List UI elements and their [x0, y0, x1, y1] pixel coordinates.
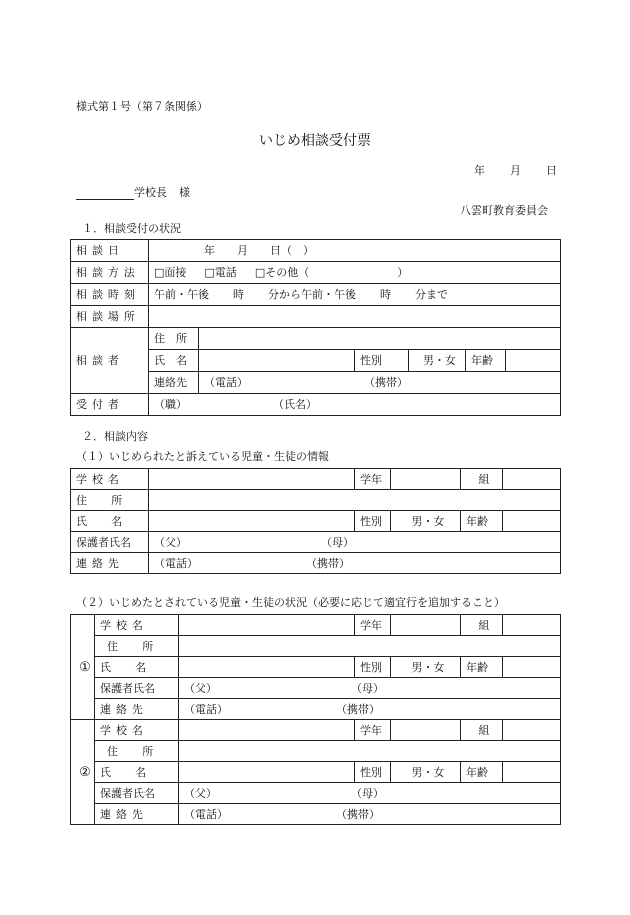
consultation-place-label: 相談場所: [71, 306, 149, 328]
victim-row-name: [71, 511, 561, 532]
perp2-name-field[interactable]: [179, 762, 355, 783]
row-receiver: [71, 394, 561, 416]
perp2-row-guardian: [71, 783, 561, 804]
consulter-contact-label: 連絡先: [149, 372, 199, 394]
row-consultation-date: [71, 240, 561, 262]
victim-guardian-field[interactable]: （父） （母）: [149, 532, 561, 553]
victim-address-label: 住所: [71, 490, 149, 511]
page-title: いじめ相談受付票: [259, 133, 371, 149]
consulter-name-field[interactable]: [199, 350, 355, 372]
victim-grade-field[interactable]: [391, 469, 461, 490]
consulter-address-label: 住 所: [149, 328, 199, 350]
victim-row-contact: [71, 553, 561, 574]
method-other-checkbox[interactable]: □その他（: [254, 266, 310, 279]
consultation-date-label: 相談日: [71, 240, 149, 262]
perp1-marker: ①: [71, 615, 95, 720]
perp1-row-address: [71, 636, 561, 657]
victim-age-label: 年齢: [461, 511, 503, 532]
perp1-age-field[interactable]: [503, 657, 561, 678]
date-year: 年: [474, 164, 485, 177]
consultation-method-options: □面接 □電話 □その他（ ）: [149, 262, 561, 284]
perp1-gender-label: 性別: [355, 657, 391, 678]
victim-name-field[interactable]: [149, 511, 355, 532]
victim-row-guardian: [71, 532, 561, 553]
consulter-name-label: 氏 名: [149, 350, 199, 372]
form-number: 様式第１号（第７条関係）: [76, 100, 208, 113]
perp2-class-label: 組: [461, 720, 503, 741]
addressee: [76, 186, 190, 200]
sub2-heading: （２）いじめたとされている児童・生徒の状況（必要に応じて適宜行を追加すること）: [76, 596, 505, 609]
method-in-person-checkbox[interactable]: □面接: [154, 266, 187, 279]
perp2-row-address: [71, 741, 561, 762]
perp2-gender-label: 性別: [355, 762, 391, 783]
victim-class-label: 組: [461, 469, 503, 490]
victim-age-field[interactable]: [503, 511, 561, 532]
perp2-gender-field[interactable]: 男・女: [391, 762, 461, 783]
perp1-age-label: 年齢: [461, 657, 503, 678]
consultation-place-field[interactable]: [149, 306, 561, 328]
perp1-row-name: [71, 657, 561, 678]
sub1-heading: （１）いじめられたと訴えている児童・生徒の情報: [76, 450, 329, 463]
perp1-class-field[interactable]: [503, 615, 561, 636]
perp1-name-field[interactable]: [179, 657, 355, 678]
perp1-contact-label: 連絡先: [95, 699, 179, 720]
victim-row-school: [71, 469, 561, 490]
perp2-guardian-label: 保護者氏名: [95, 783, 179, 804]
victim-address-field[interactable]: [149, 490, 561, 511]
victim-info-table: [70, 468, 561, 574]
perp2-row-name: [71, 762, 561, 783]
perp1-row-guardian: [71, 678, 561, 699]
receiver-label: 受付者: [71, 394, 149, 416]
perp2-age-label: 年齢: [461, 762, 503, 783]
perp1-gender-field[interactable]: 男・女: [391, 657, 461, 678]
school-principal-label: 学校長: [134, 186, 167, 199]
honorific-label: 様: [179, 186, 190, 199]
receiver-field[interactable]: （職） （氏名）: [149, 394, 561, 416]
victim-guardian-label: 保護者氏名: [71, 532, 149, 553]
perp1-grade-field[interactable]: [391, 615, 461, 636]
row-consulter-address: [71, 328, 561, 350]
perp1-name-label: 氏名: [95, 657, 179, 678]
consulter-age-field[interactable]: [506, 350, 561, 372]
school-name-blank[interactable]: [76, 187, 134, 200]
perp2-grade-field[interactable]: [391, 720, 461, 741]
section2-heading: ２．相談内容: [82, 430, 148, 443]
perp2-age-field[interactable]: [503, 762, 561, 783]
victim-grade-label: 学年: [355, 469, 391, 490]
perp2-school-field[interactable]: [179, 720, 355, 741]
victim-school-label: 学校名: [71, 469, 149, 490]
perp2-class-field[interactable]: [503, 720, 561, 741]
victim-gender-field[interactable]: 男・女: [391, 511, 461, 532]
perp1-row-school: [71, 615, 561, 636]
victim-contact-field[interactable]: （電話） （携帯）: [149, 553, 561, 574]
perp2-school-label: 学校名: [95, 720, 179, 741]
date-day: 日: [546, 164, 557, 177]
perp1-school-field[interactable]: [179, 615, 355, 636]
perp1-guardian-label: 保護者氏名: [95, 678, 179, 699]
perp1-class-label: 組: [461, 615, 503, 636]
date-month: 月: [510, 164, 521, 177]
victim-contact-label: 連絡先: [71, 553, 149, 574]
perp2-name-label: 氏名: [95, 762, 179, 783]
perp1-row-contact: [71, 699, 561, 720]
perp1-address-label: 住所: [95, 636, 179, 657]
consulter-label: 相談者: [71, 328, 149, 394]
victim-school-field[interactable]: [149, 469, 355, 490]
perp2-grade-label: 学年: [355, 720, 391, 741]
consultation-time-label: 相談時刻: [71, 284, 149, 306]
perpetrator-info-table: [70, 614, 561, 825]
row-consultation-place: [71, 306, 561, 328]
perp1-address-field[interactable]: [179, 636, 561, 657]
perp1-contact-field[interactable]: （電話） （携帯）: [179, 699, 561, 720]
perp2-marker: ②: [71, 720, 95, 825]
perp2-address-label: 住所: [95, 741, 179, 762]
consulter-gender-field[interactable]: 男・女: [409, 350, 466, 372]
victim-row-address: [71, 490, 561, 511]
consulter-address-field[interactable]: [199, 328, 561, 350]
consulter-age-label: 年齢: [466, 350, 506, 372]
issuer: 八雲町教育委員会: [460, 204, 548, 217]
consultation-method-label: 相談方法: [71, 262, 149, 284]
consulter-gender-label: 性別: [355, 350, 409, 372]
perp2-guardian-field[interactable]: （父） （母）: [179, 783, 561, 804]
consultation-intake-table: [70, 239, 561, 416]
victim-class-field[interactable]: [503, 469, 561, 490]
perp1-school-label: 学校名: [95, 615, 179, 636]
victim-name-label: 氏名: [71, 511, 149, 532]
perp2-contact-label: 連絡先: [95, 804, 179, 825]
consultation-time-field[interactable]: 午前・午後 時 分から午前・午後 時 分まで: [149, 284, 561, 306]
perp2-row-contact: [71, 804, 561, 825]
method-phone-checkbox[interactable]: □電話: [204, 266, 237, 279]
section1-heading: １．相談受付の状況: [82, 222, 181, 235]
row-consultation-method: [71, 262, 561, 284]
consultation-date-field[interactable]: 年 月 日（ ）: [149, 240, 561, 262]
perp2-row-school: [71, 720, 561, 741]
row-consultation-time: [71, 284, 561, 306]
perp2-address-field[interactable]: [179, 741, 561, 762]
perp2-contact-field[interactable]: （電話） （携帯）: [179, 804, 561, 825]
consulter-contact-field[interactable]: （電話） （携帯）: [199, 372, 561, 394]
victim-gender-label: 性別: [355, 511, 391, 532]
perp1-grade-label: 学年: [355, 615, 391, 636]
perp1-guardian-field[interactable]: （父） （母）: [179, 678, 561, 699]
